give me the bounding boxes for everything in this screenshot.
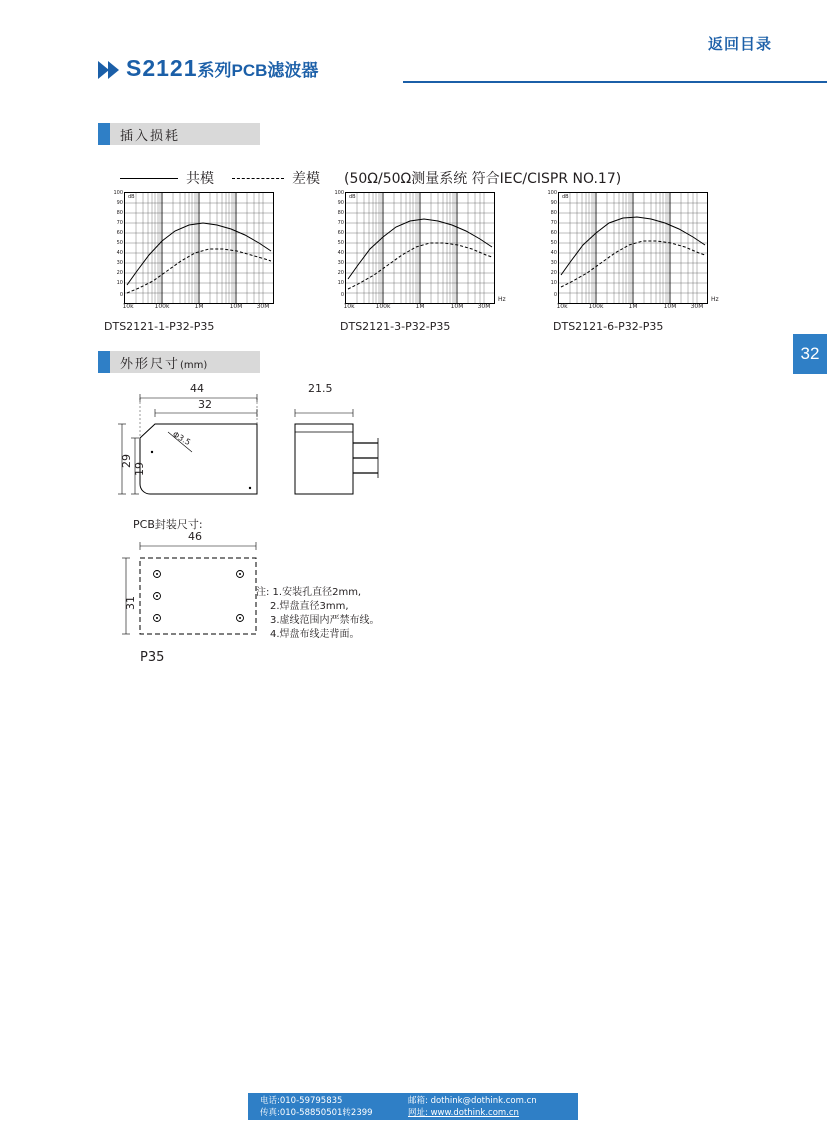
outline-drawing-svg bbox=[110, 386, 410, 506]
chart-y-unit: dB bbox=[349, 194, 356, 200]
dim-label-height-inner: 19 bbox=[133, 462, 146, 476]
chart-caption: DTS2121-6-P32-P35 bbox=[553, 320, 664, 333]
page-title bbox=[98, 55, 738, 89]
title-sub: 系列PCB滤波器 bbox=[197, 61, 319, 80]
section-header-dimensions bbox=[98, 351, 260, 373]
pcb-note-4: 4.焊盘布线走背面。 bbox=[270, 629, 360, 640]
dim-label-height-outer: 29 bbox=[120, 454, 133, 468]
page-number-tab: 32 bbox=[793, 334, 827, 374]
banner-accent-bar bbox=[98, 123, 110, 145]
legend-solid-line-icon bbox=[120, 178, 178, 179]
pcb-note-2: 2.焊盘直径3mm, bbox=[270, 601, 349, 612]
pcb-notes bbox=[256, 586, 380, 642]
chart-legend bbox=[120, 168, 621, 188]
legend-label-common-mode: 共模 bbox=[186, 171, 214, 187]
chart-x-unit: Hz bbox=[498, 296, 506, 303]
pcb-footprint-label: PCB封装尺寸: bbox=[133, 518, 203, 531]
chart-caption: DTS2121-1-P32-P35 bbox=[104, 320, 215, 333]
section-title-dimensions-text: 外形尺寸 bbox=[120, 357, 181, 372]
pcb-note-1: 注: 1.安装孔直径2mm, bbox=[256, 587, 362, 598]
banner-accent-bar bbox=[98, 351, 110, 373]
page-footer bbox=[248, 1093, 578, 1120]
section-title-insertion-loss: 插入损耗 bbox=[120, 129, 181, 144]
chart-plot-area: dB 100 90 80 70 60 50 40 30 20 10 0 10k 100k 1M 10M 30M bbox=[124, 192, 274, 304]
footer-contact-left bbox=[260, 1095, 373, 1119]
footer-fax: 传真:010-58850501转2399 bbox=[260, 1108, 373, 1118]
chart-y-unit: dB bbox=[128, 194, 135, 200]
title-text bbox=[126, 55, 318, 82]
chart-y-unit: dB bbox=[562, 194, 569, 200]
title-main: S2121 bbox=[126, 55, 198, 81]
legend-label-differential-mode: 差模 bbox=[292, 171, 320, 187]
chart-x-unit: Hz bbox=[711, 296, 719, 303]
dim-label-hole-diameter: Φ3.5 bbox=[171, 429, 193, 448]
chart-caption: DTS2121-3-P32-P35 bbox=[340, 320, 451, 333]
footer-email: 邮箱: dothink@dothink.com.cn bbox=[408, 1096, 537, 1106]
dim-label-side-width: 21.5 bbox=[308, 382, 333, 395]
back-to-contents-link[interactable]: 返回目录 bbox=[707, 36, 772, 53]
legend-dashed-line-icon bbox=[232, 178, 284, 179]
section-title-dimensions-unit: (mm) bbox=[180, 360, 208, 371]
pcb-part-label: P35 bbox=[140, 650, 165, 665]
dim-label-pcb-width: 46 bbox=[188, 530, 202, 543]
pcb-note-3: 3.虚线范围内严禁布线。 bbox=[270, 615, 380, 626]
outline-drawing bbox=[110, 382, 410, 506]
footer-website[interactable] bbox=[408, 1107, 537, 1119]
chart-plot-area: dB 100 90 80 70 60 50 40 30 20 10 0 10k 100k 1M 10M 30M Hz bbox=[547, 190, 719, 310]
section-title-dimensions bbox=[120, 353, 207, 372]
chart-plot-area: dB 100 90 80 70 60 50 40 30 20 10 0 10k 100k 1M 10M 30M Hz bbox=[334, 190, 506, 310]
dim-label-width-inner: 32 bbox=[198, 398, 212, 411]
footer-contact-right bbox=[408, 1095, 537, 1119]
chart-dts2121-1 bbox=[104, 190, 274, 333]
footer-website-link[interactable]: 网址: www.dothink.com.cn bbox=[408, 1108, 519, 1118]
chart-svg bbox=[125, 193, 273, 303]
footer-tel: 电话:010-59795835 bbox=[260, 1096, 343, 1106]
chart-dts2121-3 bbox=[334, 190, 506, 333]
legend-measurement-note: (50Ω/50Ω测量系统 符合IEC/CISPR NO.17) bbox=[344, 171, 622, 187]
chart-dts2121-6 bbox=[547, 190, 719, 333]
title-underline bbox=[403, 81, 827, 83]
chevron-right-icon bbox=[108, 61, 119, 79]
dim-label-width-outer: 44 bbox=[190, 382, 204, 395]
section-header-insertion-loss bbox=[98, 123, 260, 145]
dim-label-pcb-height: 31 bbox=[124, 596, 137, 610]
